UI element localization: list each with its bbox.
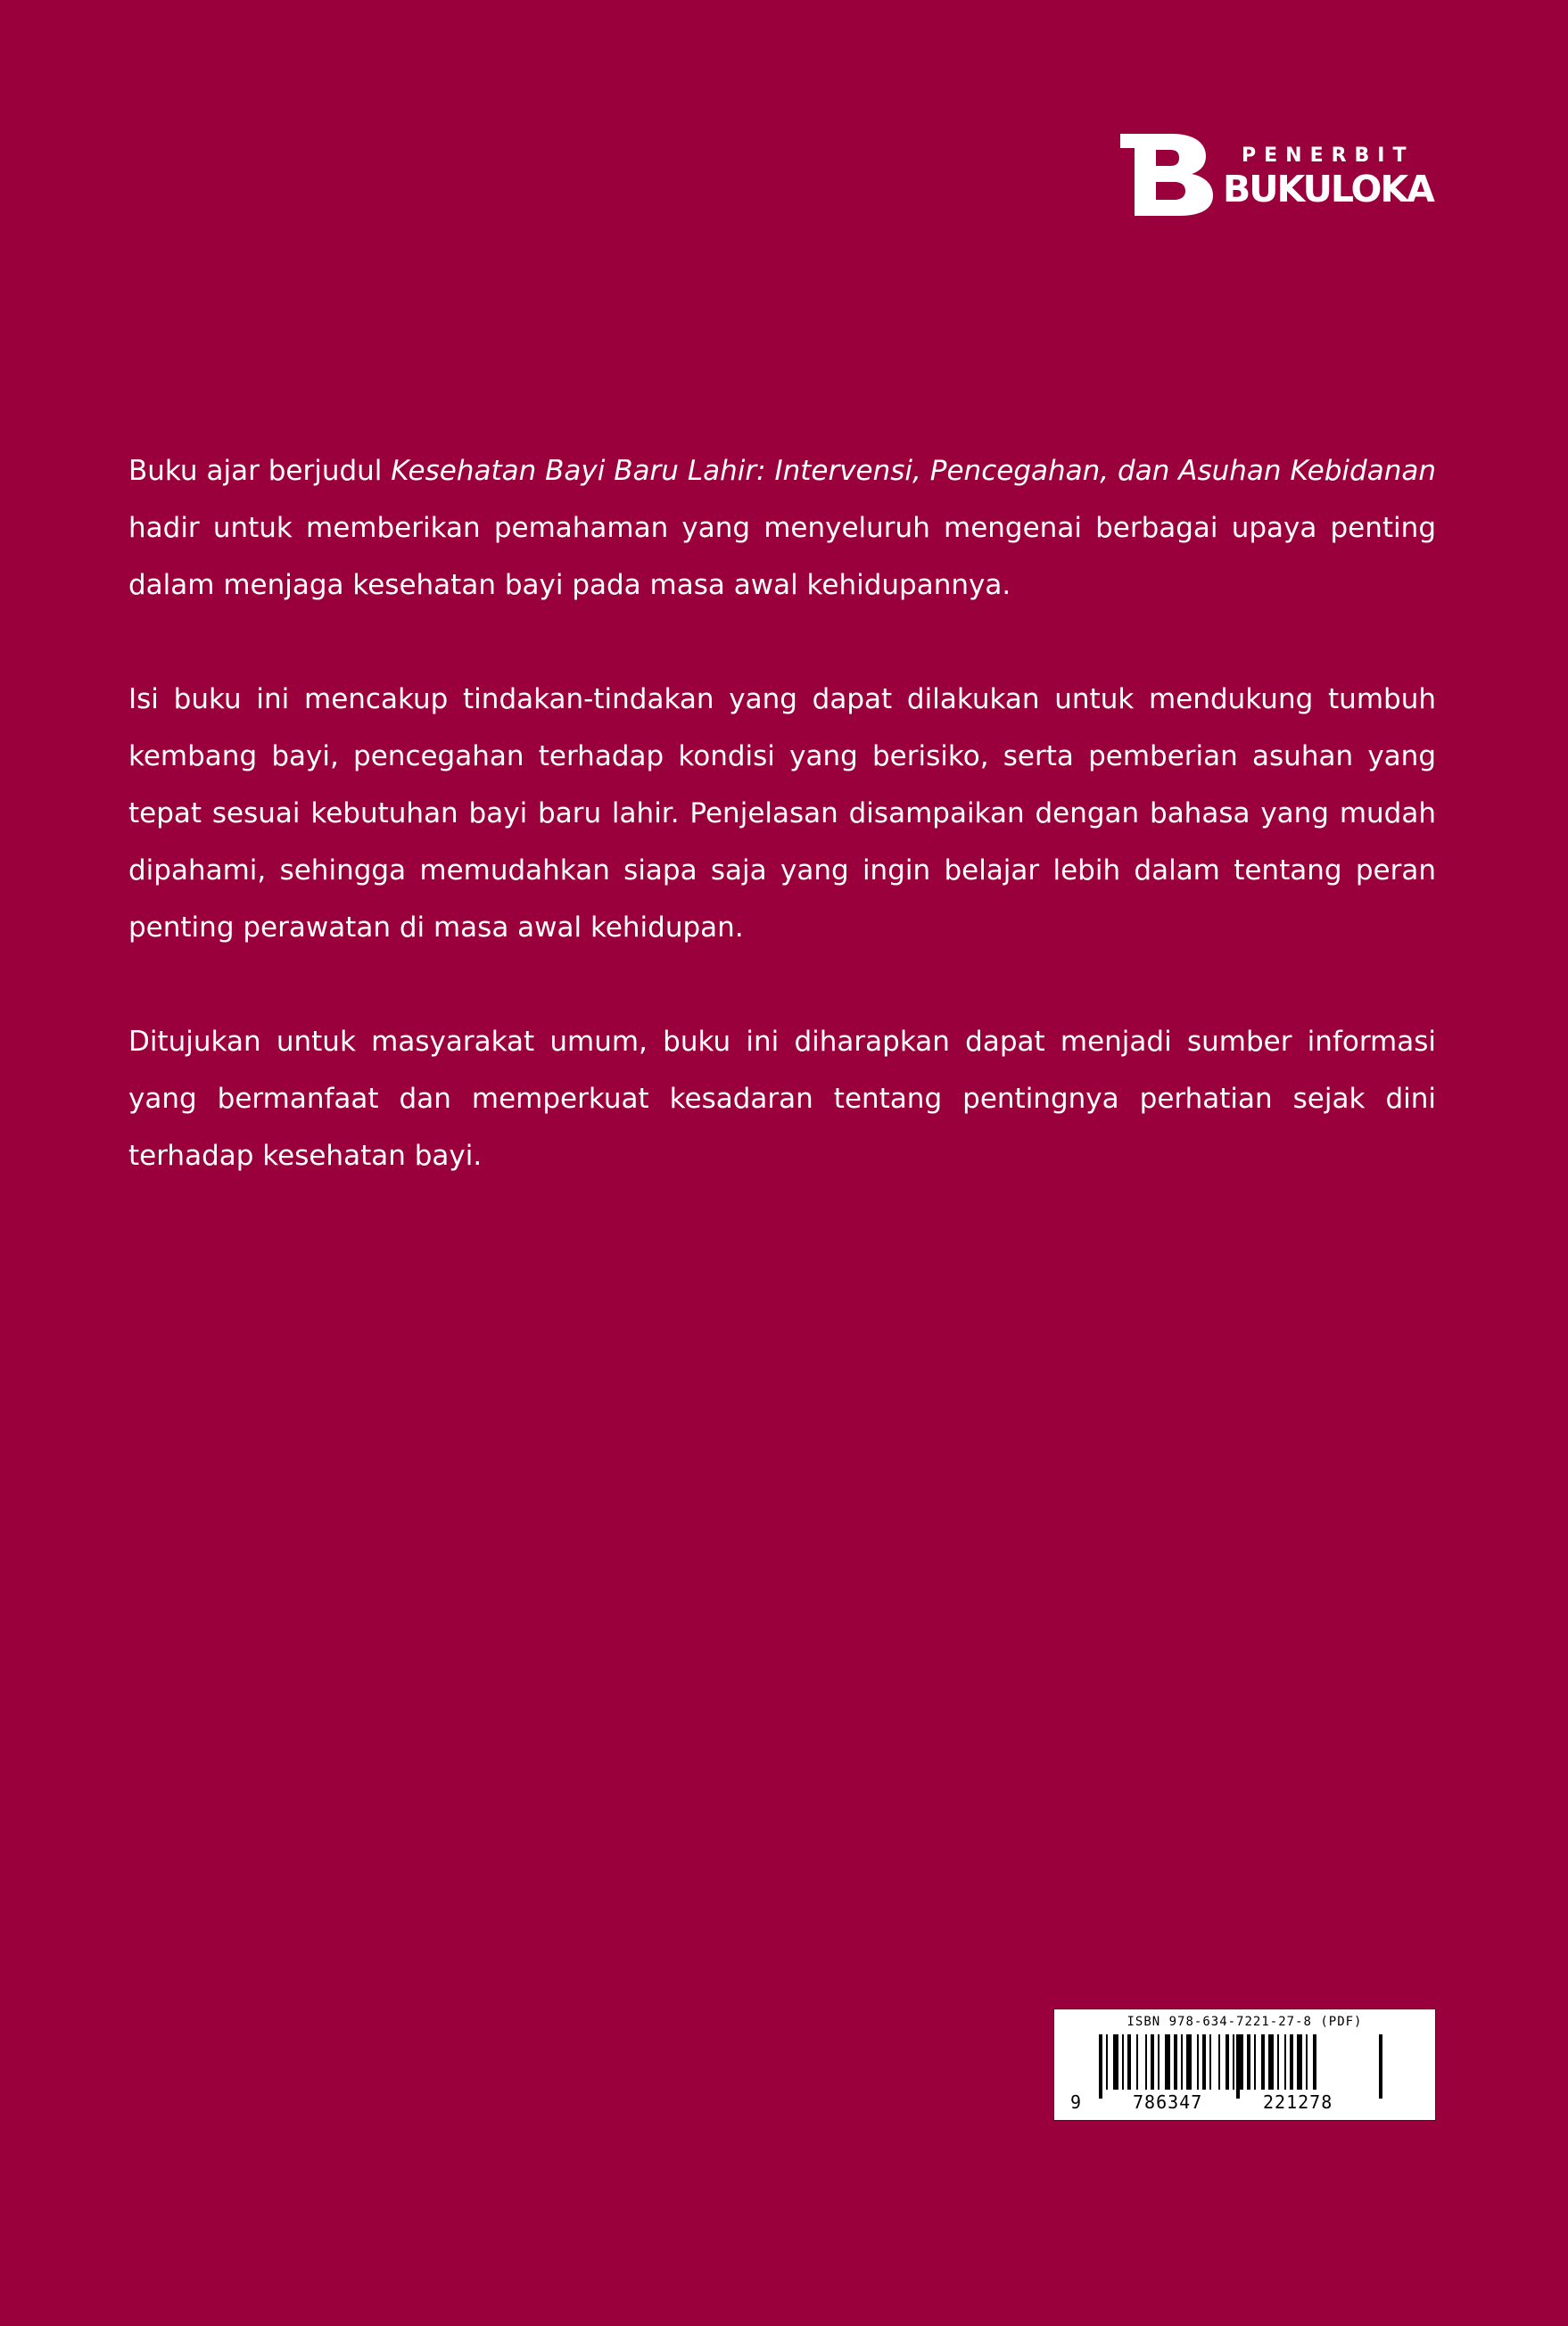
barcode-guard-bar [1238, 2034, 1240, 2099]
barcode-bar [1113, 2034, 1118, 2090]
barcode-bar [1247, 2034, 1250, 2090]
book-title: Kesehatan Bayi Baru Lahir: Intervensi, Pencegahan, dan Asuhan Kebidanan [391, 455, 1436, 487]
barcode-bar [1122, 2034, 1124, 2090]
barcode-bar [1306, 2034, 1308, 2090]
barcode-bar [1136, 2034, 1138, 2090]
barcode-bar [1151, 2034, 1154, 2090]
isbn-barcode [1053, 2008, 1436, 2121]
publisher-label: PENERBIT [1242, 144, 1415, 167]
barcode-bar [1268, 2034, 1274, 2090]
barcode-guard-bar [1236, 2034, 1238, 2099]
back-cover-blurb [128, 442, 1436, 1241]
barcode-right-digits: 221278 [1263, 2091, 1333, 2113]
publisher-name: BUKULOKA [1223, 168, 1433, 210]
isbn-label: ISBN 978-634-7221-27-8 (PDF) [1126, 2015, 1363, 2029]
barcode-guard-bar [1379, 2034, 1381, 2099]
publisher-b-logo-icon [1120, 134, 1213, 216]
barcode-bar [1186, 2034, 1192, 2090]
barcode-bar [1209, 2034, 1211, 2090]
barcode-bar [1145, 2034, 1147, 2090]
barcode-bar [1202, 2034, 1206, 2090]
barcode-left-digits: 786347 [1133, 2091, 1203, 2113]
barcode-bar [1181, 2034, 1183, 2090]
blurb-paragraph-3: Ditujukan untuk masyarakat umum, buku ini diharapkan dapat menjadi sumber informasi yang bermanfaat dan memperkuat kesadaran tentang pentingnya perhatian sejak dini terhadap kesehatan bayi. [128, 1026, 1436, 1172]
blurb-paragraph-2: Isi buku ini mencakup tindakan-tindakan yang dapat dilakukan untuk mendukung tumbuh kembang bayi, pencegahan terhadap kondisi yang berisiko, serta pemberian asuhan yang tepat sesuai kebutuhan bayi baru lahir. Penjelasan disampaikan dengan bahasa yang mudah dipahami, sehingga memudahkan siapa saja yang ingin belajar lebih dalam tentang peran penting perawatan di masa awal kehidupan. [128, 683, 1436, 944]
blurb-intro-rest: hadir untuk memberikan pemahaman yang menyeluruh mengenai berbagai upaya penting dalam menjaga kesehatan bayi pada masa awal kehidupannya. [128, 512, 1436, 601]
barcode-lead-digit: 9 [1070, 2091, 1082, 2113]
barcode-bar [1297, 2034, 1302, 2090]
barcode-bar [1127, 2034, 1131, 2090]
barcode-bar [1290, 2034, 1293, 2090]
publisher-logo [1120, 134, 1438, 216]
barcode-bar [1277, 2034, 1279, 2090]
barcode-bar [1165, 2034, 1170, 2090]
barcode-guard-bar [1101, 2034, 1102, 2099]
blurb-intro: Buku ajar berjudul [128, 455, 392, 487]
barcode-bar [1313, 2034, 1316, 2090]
barcode-bar [1226, 2034, 1229, 2090]
barcode-bar [1174, 2034, 1177, 2090]
barcode-bar [1261, 2034, 1265, 2090]
barcode-bar [1197, 2034, 1199, 2090]
barcode-bar [1158, 2034, 1159, 2090]
barcode-guard-bar [1381, 2034, 1382, 2099]
barcode-bar [1233, 2034, 1234, 2090]
barcode-bar [1284, 2034, 1286, 2090]
barcode-bar [1254, 2034, 1256, 2090]
barcode-guard-bar [1099, 2034, 1101, 2099]
barcode-bars [1099, 2034, 1393, 2100]
barcode-bar [1106, 2034, 1108, 2090]
barcode-bar [1218, 2034, 1220, 2090]
blurb-paragraph-1 [128, 442, 1436, 614]
